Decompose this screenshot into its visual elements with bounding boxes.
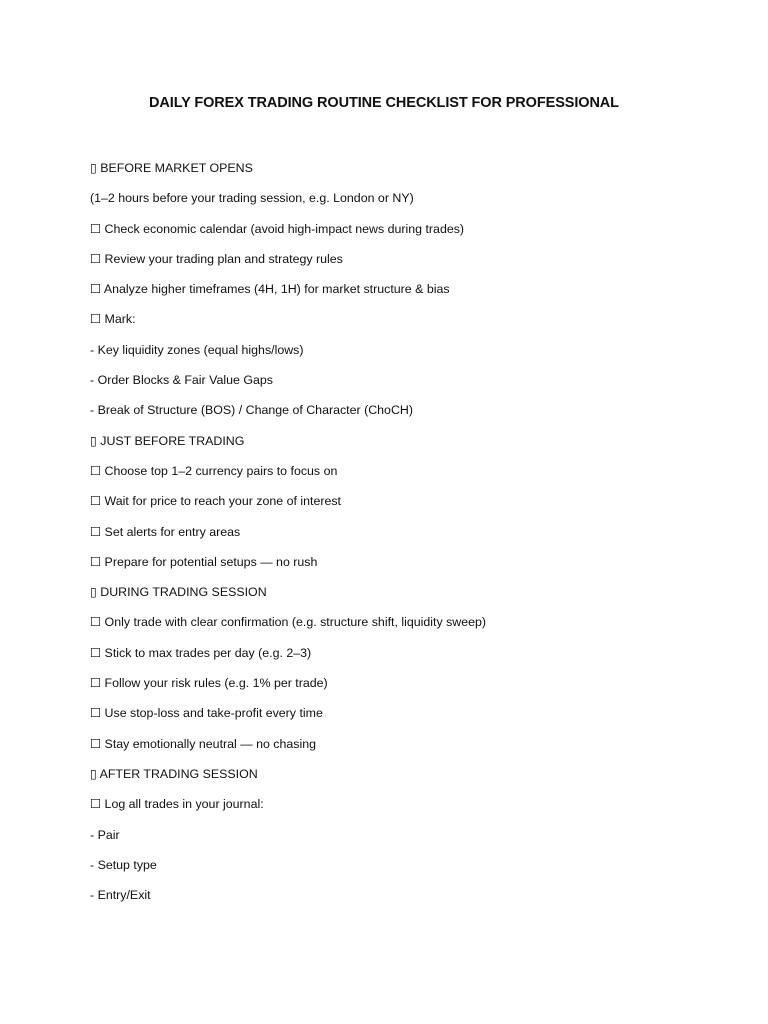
section-heading-during-trading-session: ▯ DURING TRADING SESSION xyxy=(90,585,267,600)
checklist-item: ☐ Set alerts for entry areas xyxy=(90,524,241,539)
timing-note: (1–2 hours before your trading session, e.g. London or NY) xyxy=(90,191,414,206)
section-heading-before-market-opens: ▯ BEFORE MARKET OPENS xyxy=(90,161,253,175)
section-heading-after-trading-session: ▯ AFTER TRADING SESSION xyxy=(90,766,258,781)
checklist-item: ☐ Follow your risk rules (e.g. 1% per trade) xyxy=(90,676,328,691)
checklist-item: ☐ Review your trading plan and strategy rules xyxy=(90,251,343,266)
checklist-item: ☐ Log all trades in your journal: xyxy=(90,797,264,812)
bullet-item: - Break of Structure (BOS) / Change of Character (ChoCH) xyxy=(90,403,413,418)
checklist-item: ☐ Stick to max trades per day (e.g. 2–3) xyxy=(90,645,312,660)
checklist-item: ☐ Wait for price to reach your zone of interest xyxy=(90,494,341,509)
bullet-item: - Pair xyxy=(90,827,120,842)
checklist-item: ☐ Only trade with clear confirmation (e.g. structure shift, liquidity sweep) xyxy=(90,615,487,630)
bullet-item: - Order Blocks & Fair Value Gaps xyxy=(90,373,273,388)
section-heading-just-before-trading: ▯ JUST BEFORE TRADING xyxy=(90,433,245,448)
bullet-item: - Key liquidity zones (equal highs/lows) xyxy=(90,342,304,357)
checklist-item: ☐ Analyze higher timeframes (4H, 1H) for market structure & bias xyxy=(90,282,450,297)
checklist-item: ☐ Check economic calendar (avoid high-impact news during trades) xyxy=(90,221,465,236)
checklist-item: ☐ Prepare for potential setups — no rush xyxy=(90,554,318,569)
document-title: DAILY FOREX TRADING ROUTINE CHECKLIST FOR PROFESSIONAL xyxy=(149,95,619,111)
checklist-item: ☐ Mark: xyxy=(90,312,136,327)
bullet-item: - Setup type xyxy=(90,857,157,872)
bullet-item: - Entry/Exit xyxy=(90,888,151,903)
checklist-lines xyxy=(90,160,486,917)
checklist-item: ☐ Choose top 1–2 currency pairs to focus on xyxy=(90,463,338,478)
checklist-item: ☐ Stay emotionally neutral — no chasing xyxy=(90,736,316,751)
checklist-item: ☐ Use stop-loss and take-profit every time xyxy=(90,706,323,721)
